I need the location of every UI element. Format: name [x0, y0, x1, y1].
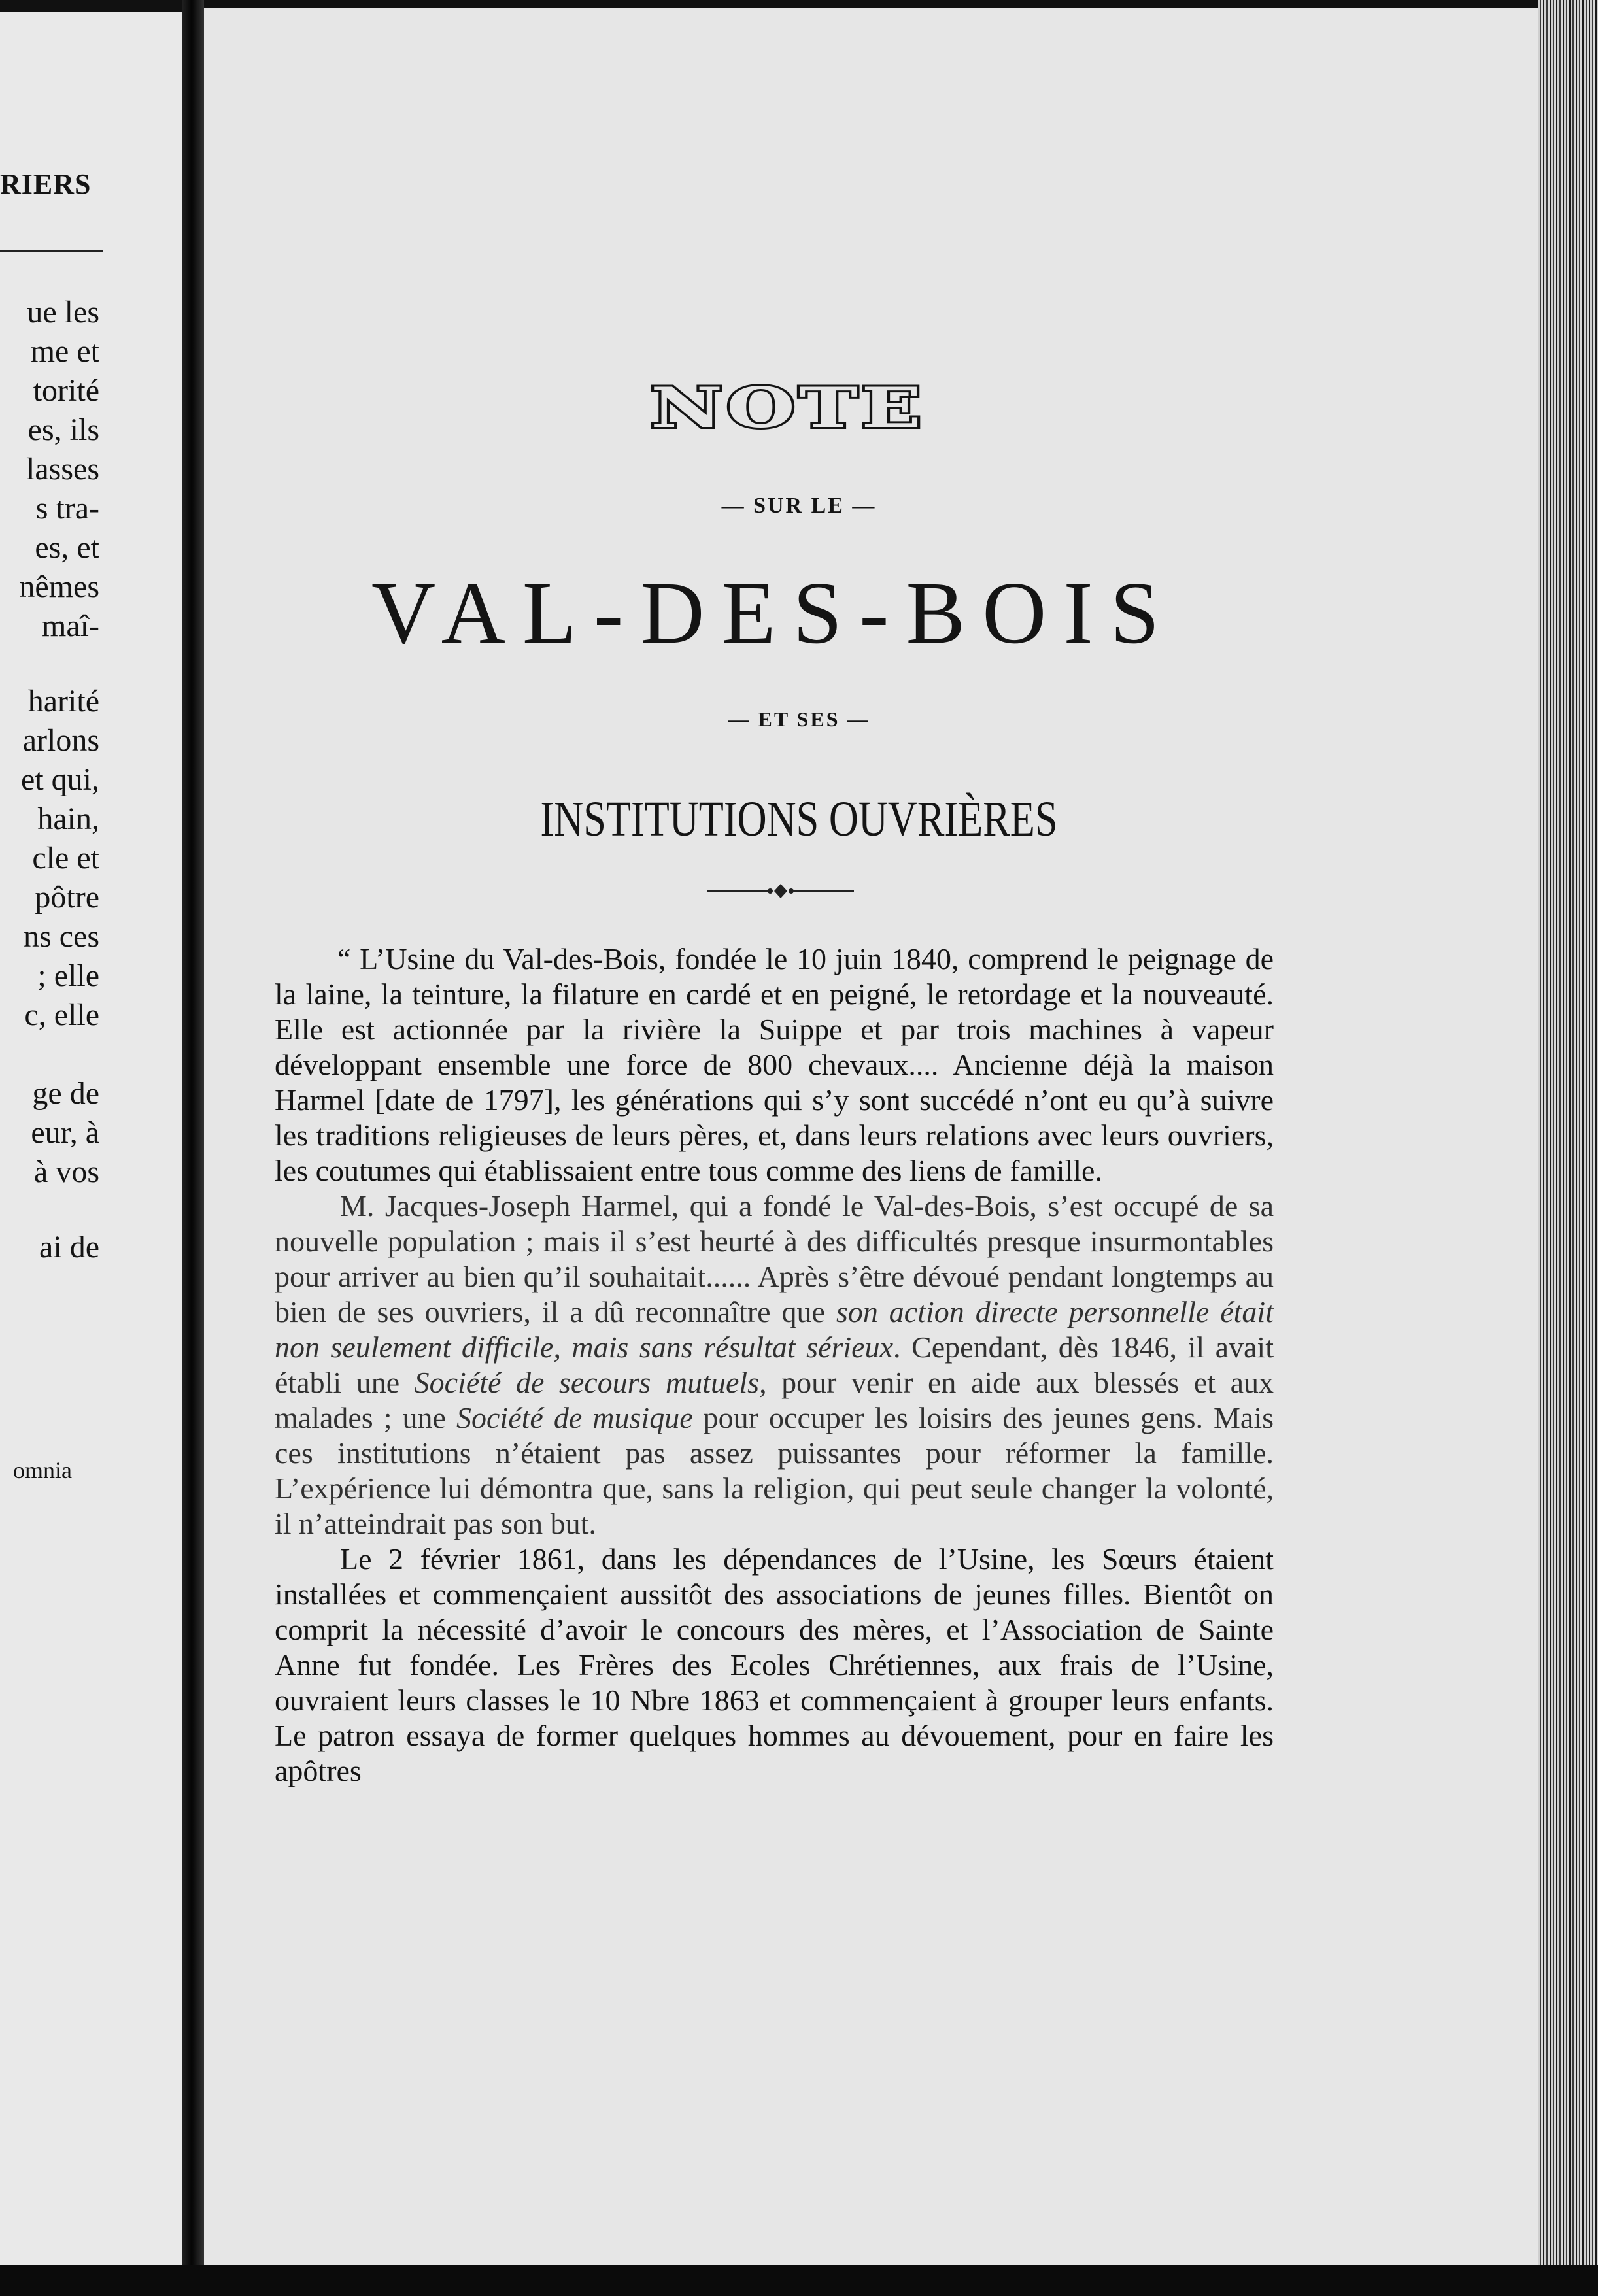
- facing-page-line: maî-: [42, 609, 99, 643]
- paragraph-2-italic-3: Société de musique: [456, 1401, 693, 1434]
- paragraph-2: [275, 1189, 1274, 1542]
- paragraph-2-italic-2: Société de secours mutuels: [414, 1366, 760, 1399]
- facing-page-footnote: omnia: [13, 1457, 72, 1483]
- facing-page-line: torité: [33, 373, 99, 408]
- facing-page-line: eur, à: [31, 1115, 99, 1150]
- facing-page-line: ; elle: [37, 958, 99, 993]
- sur-le-line: — SUR LE —: [721, 494, 877, 518]
- facing-page-line: lasses: [26, 452, 99, 486]
- facing-page-line: hain,: [37, 802, 99, 836]
- paragraph-2-text: . Cependant, dès 1846, il avait établi une: [275, 1330, 1274, 1399]
- paragraph-1: “ L’Usine du Val-des-Bois, fondée le 10 juin 1840, comprend le peignage de la laine, la teinture, la filature en cardé et en peigné, le retordage et la nouveauté. Elle est actionnée par la rivière la Suippe et par trois machines à vapeur développant ensemble une force de 800 chevaux.... Ancienne déjà la maison Harmel [date de 1797], les générations qui s’y sont succédé n’ont eu qu’à suivre les traditions religieuses de leurs pères, et, dans leurs relations avec leurs ouvriers, les coutumes qui établissaient entre tous comme des liens de famille.: [275, 942, 1274, 1187]
- facing-page-line: s tra-: [35, 491, 99, 526]
- paragraph-2-text: pour occuper les loisirs des jeunes gens. Mais ces institutions n’étaient pas assez puissantes pour réformer la famille. L’expérience lui démontra que, sans la religion, qui peut seule changer la volonté, il n’atteindrait pas son but.: [275, 1401, 1274, 1540]
- body-text: [275, 941, 1274, 1789]
- facing-page-line: es, ils: [27, 413, 99, 447]
- facing-page-line: ue les: [27, 295, 99, 329]
- facing-page-rule: [0, 250, 103, 252]
- facing-page-line: ai de: [39, 1230, 99, 1264]
- paragraph-2-text: , pour venir en aide aux blessés et aux malades ; une: [275, 1366, 1274, 1434]
- facing-page-line: ge de: [32, 1076, 99, 1111]
- page-edges: [1538, 0, 1598, 2296]
- main-heading: VAL-DES-BOIS: [371, 564, 1177, 662]
- et-ses-line: — ET SES —: [728, 707, 870, 731]
- facing-page-line: à vos: [34, 1155, 99, 1189]
- note-title-text: NOTE: [651, 375, 925, 440]
- ornament-divider: [705, 881, 857, 901]
- facing-page-line: harité: [27, 684, 99, 718]
- paragraph-2-text: M. Jacques-Joseph Harmel, qui a fondé le Val-des-Bois, s’est occupé de sa nouvelle population ; mais il s’est heurté à des difficultés presque insurmontables pour arriver au bien qu’il souhaitait...... Après s’être dévoué pendant longtemps au bien de ses ouvriers, il a dû reconnaître que: [275, 1189, 1274, 1328]
- note-title: [645, 376, 931, 439]
- facing-page-line: es, et: [35, 530, 99, 565]
- facing-page-line: arlons: [22, 723, 99, 758]
- facing-page-line: cle et: [32, 841, 99, 875]
- facing-page-line: ns ces: [24, 919, 99, 954]
- facing-page-line: me et: [30, 334, 99, 369]
- facing-page-line: pôtre: [35, 880, 99, 915]
- book-gutter: [182, 0, 204, 2296]
- bottom-shadow: [0, 2265, 1598, 2296]
- facing-page-line: et qui,: [21, 762, 99, 797]
- facing-page: [0, 12, 184, 2279]
- paragraph-2-italic-1: son action directe personnelle était non seulement difficile, mais sans résultat sérieux: [275, 1295, 1274, 1364]
- facing-page-line: c, elle: [24, 998, 99, 1032]
- facing-page-header: RIERS: [0, 168, 92, 200]
- facing-page-line: nêmes: [19, 569, 99, 604]
- subtitle-heading: INSTITUTIONS OUVRIÈRES: [540, 792, 1058, 847]
- paragraph-3: Le 2 février 1861, dans les dépendances de l’Usine, les Sœurs étaient installées et commençaient aussitôt des associations de jeunes filles. Bientôt on comprit la nécessité d’avoir le concours des mères, et l’Association de Sainte Anne fut fondée. Les Frères des Ecoles Chrétiennes, aux frais de l’Usine, ouvraient leurs classes le 10 Nbre 1863 et commençaient à grouper leurs enfants. Le patron essaya de former quelques hommes au dévouement, pour en faire les apôtres: [275, 1542, 1274, 1787]
